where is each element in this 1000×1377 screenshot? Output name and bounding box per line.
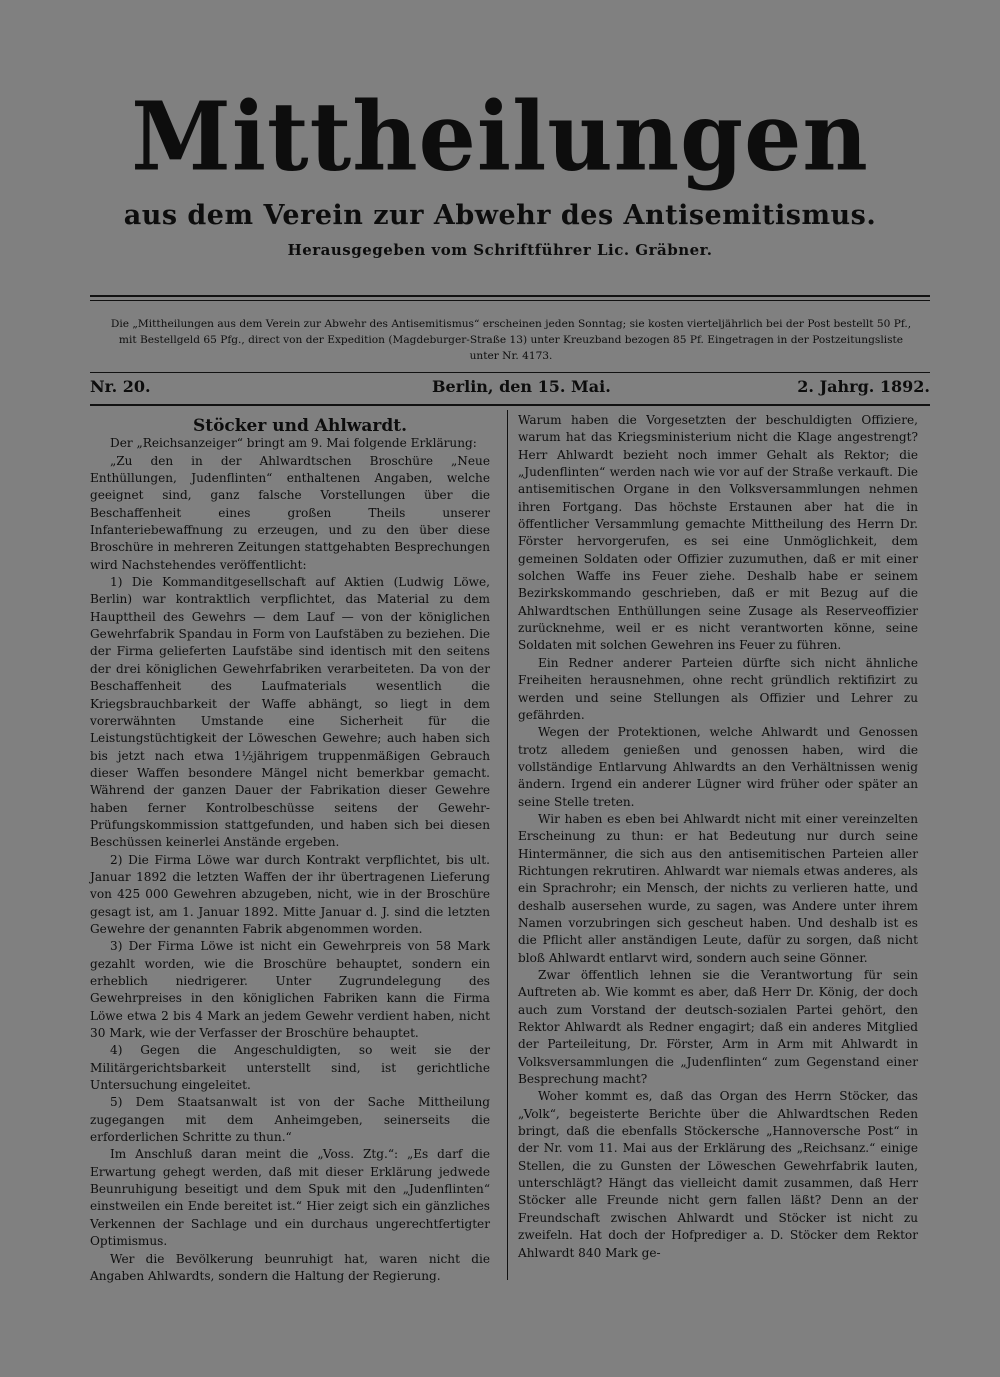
paragraph: Wir haben es eben bei Ahlwardt nicht mit einer vereinzelten Erscheinung zu thun: er hat Bedeutung nur durch seine Hintermänner, die sich aus den antisemitischen Parteien aller Richtungen rekrutiren. Ahlwardt war niemals etwas anderes, als ein Sprachrohr; ein Mensch, der nichts zu verlieren hatte, und deshalb ausersehen wurde, zu sagen, was Andere unter ihrem Namen vorzubringen sich gescheut haben. Und deshalb ist es die Pflicht aller anständigen Leute, dafür zu sorgen, daß nicht bloß Ahlwardt entlarvt wird, sondern auch seine Gönner.: [518, 811, 918, 965]
masthead-rule-thick: [90, 295, 930, 297]
paragraph: 4) Gegen die Angeschuldigten, so weit sie der Militärgerichtsbarkeit unterstellt sind, ist gerichtliche Untersuchung eingeleitet.: [90, 1043, 490, 1093]
paragraph: 2) Die Firma Löwe war durch Kontrakt verpflichtet, bis ult. Januar 1892 die letzten Waffen der ihr übertragenen Lieferung von 425 000 Gewehren abzugeben, nicht, wie in der Broschüre gesagt ist, am 1. Januar 1892. Mitte Januar d. J. sind die letzten Gewehre der genannten Fabrik abgenommen worden.: [90, 852, 490, 936]
subscription-info: Die „Mittheilungen aus dem Verein zur Abwehr des Antisemitismus“ erscheinen jeden Sonntag; sie kosten vierteljährlich bei der Post bestellt 50 Pf., mit Bestellgeld 65 Pfg., direct von der Expedition (Magdeburger-Straße 13) unter Kreuzband bezogen 85 Pf. Eingetragen in der Postzeitungsliste unter Nr. 4173.: [110, 318, 912, 362]
newspaper-title: Mittheilungen: [131, 81, 869, 193]
issue-place-date: Berlin, den 15. Mai.: [432, 377, 611, 396]
paragraph: „Zu den in der Ahlwardtschen Broschüre „Neue Enthüllungen, Judenflinten“ enthaltenen Angaben, welche geeignet sind, ganz falsche Vorstellungen über die Beschaffenheit eines großen Theils unserer Infanteriebewaffnung zu erzeugen, und zu den über diese Broschüre in mehreren Zeitungen stattgehabten Besprechungen wird Nachstehendes veröffentlicht:: [90, 453, 490, 572]
issue-number: Nr. 20.: [90, 377, 151, 396]
paragraph: 3) Der Firma Löwe ist nicht ein Gewehrpreis von 58 Mark gezahlt worden, wie die Broschüre behauptet, sondern ein erheblich niedrigerer. Unter Zugrundelegung des Gewehrpreises in den königlichen Fabriken kann die Firma Löwe etwa 2 bis 4 Mark an jedem Gewehr verdient haben, nicht 30 Mark, wie der Verfasser der Broschüre behauptet.: [90, 939, 490, 1041]
masthead: [0, 81, 1000, 259]
paragraph: Warum haben die Vorgesetzten der beschuldigten Offiziere, warum hat das Kriegsministerium nicht die Klage angestrengt? Herr Ahlwardt bezieht noch immer Gehalt als Rektor; die „Judenflinten“ werden nach wie vor auf der Straße verkauft. Die antisemitischen Organe in den Volksversammlungen nehmen ihren Fortgang. Das höchste Erstaunen aber hat die in öffentlicher Versammlung gemachte Mittheilung des Herrn Dr. Förster hervorgerufen, es sei eine Unmöglichkeit, dem gemeinen Soldaten oder Offizier zuzumuthen, daß er mit einer solchen Waffe ins Feuer ziehe. Deshalb habe er seinem Bezirkskommando geschrieben, daß er mit Bezug auf die Ahlwardtschen Enthüllungen seine Zusage als Reserveoffizier zurücknehme, weil er es nicht verantworten könne, seine Soldaten mit solchen Gewehren ins Feuer zu führen.: [518, 413, 918, 653]
issue-rule-bottom: [90, 404, 930, 406]
masthead-rule-thin: [90, 300, 930, 301]
paragraph: 1) Die Kommanditgesellschaft auf Aktien (Ludwig Löwe, Berlin) war kontraktlich verpflichtet, das Material zu dem Haupttheil des Gewehrs — dem Lauf — von der königlichen Gewehrfabrik Spandau in Form von Laufstäben zu beziehen. Die der Firma gelieferten Laufstäbe sind identisch mit den seitens der drei königlichen Gewehrfabriken verarbeiteten. Da von der Beschaffenheit des Laufmaterials wesentlich die Kriegsbrauchbarkeit der Waffe abhängt, so liegt in dem vorerwähnten Umstande eine Sicherheit für die Leistungstüchtigkeit der Löweschen Gewehre; auch haben sich bis jetzt nach etwa 1½jährigem truppenmäßigen Gebrauch dieser Waffen besondere Mängel nicht bemerkbar gemacht. Während der ganzen Dauer der Fabrikation dieser Gewehre haben ferner Kontrolbeschüsse seitens der Gewehr-Prüfungskommission stattgefunden, und haben sich bei diesen Beschüssen keinerlei Anstände ergeben.: [90, 575, 490, 850]
issue-volume: 2. Jahrg. 1892.: [797, 377, 930, 396]
editor-line: Herausgegeben vom Schriftführer Lic. Gräbner.: [287, 241, 713, 259]
paragraph: Zwar öffentlich lehnen sie die Verantwortung für sein Auftreten ab. Wie kommt es aber, daß Herr Dr. König, der doch auch zum Vorstand der deutsch-sozialen Partei gehört, den Rektor Ahlwardt als Redner engagirt; daß ein anderes Mitglied der Parteileitung, Dr. Förster, Arm in Arm mit Ahlwardt in Volksversammlungen die „Judenflinten“ zum Gegenstand einer Besprechung macht?: [518, 968, 918, 1087]
paragraph: Wer die Bevölkerung beunruhigt hat, waren nicht die Angaben Ahlwardts, sondern die Haltung der Regierung.: [90, 1251, 490, 1283]
article-heading: Stöcker und Ahlwardt.: [192, 416, 408, 436]
column-divider: [507, 410, 508, 1280]
paragraph: Ein Redner anderer Parteien dürfte sich nicht ähnliche Freiheiten herausnehmen, ohne recht gründlich rektifizirt zu werden und seine Stellungen als Offizier und Lehrer zu gefährden.: [518, 655, 918, 722]
paragraph: 5) Dem Staatsanwalt ist von der Sache Mittheilung zugegangen mit dem Anheimgeben, seinerseits die erforderlichen Schritte zu thun.“: [90, 1095, 490, 1145]
paragraph: Woher kommt es, daß das Organ des Herrn Stöcker, das „Volk“, begeisterte Berichte über die Ahlwardtschen Reden bringt, daß die ebenfalls Stöckersche „Hannoversche Post“ in der Nr. vom 11. Mai aus der Erklärung des „Reichsanz.“ einige Stellen, die zu Gunsten der Löweschen Gewehrfabrik lauten, unterschlägt? Hängt das vielleicht damit zusammen, daß Herr Stöcker alle Freunde nicht gern fallen läßt? Denn an der Freundschaft zwischen Ahlwardt und Stöcker ist nicht zu zweifeln. Hat doch der Hofprediger a. D. Stöcker dem Rektor Ahlwardt 840 Mark ge-: [518, 1089, 918, 1260]
newspaper-subtitle: aus dem Verein zur Abwehr des Antisemitismus.: [123, 200, 877, 231]
issue-rule-top: [90, 372, 930, 373]
right-column: [518, 412, 918, 1262]
paragraph: Im Anschluß daran meint die „Voss. Ztg.“: „Es darf die Erwartung gehegt werden, daß mit dieser Erklärung jedwede Beunruhigung beseitigt und dem Spuk mit den „Judenflinten“ einstweilen ein Ende bereitet ist.“ Hier zeigt sich ein gänzliches Verkennen der Sachlage und ein durchaus ungerechtfertigter Optimismus.: [90, 1147, 490, 1249]
issue-line: [90, 377, 930, 399]
left-column: [90, 418, 490, 1285]
paragraph: Der „Reichsanzeiger“ bringt am 9. Mai folgende Erklärung:: [110, 436, 477, 451]
paragraph: Wegen der Protektionen, welche Ahlwardt und Genossen trotz alledem genießen und genossen haben, wird die vollständige Entlarvung Ahlwardts an den Verhältnissen wenig ändern. Irgend ein anderer Lügner wird früher oder später an seine Stelle treten.: [518, 725, 918, 809]
